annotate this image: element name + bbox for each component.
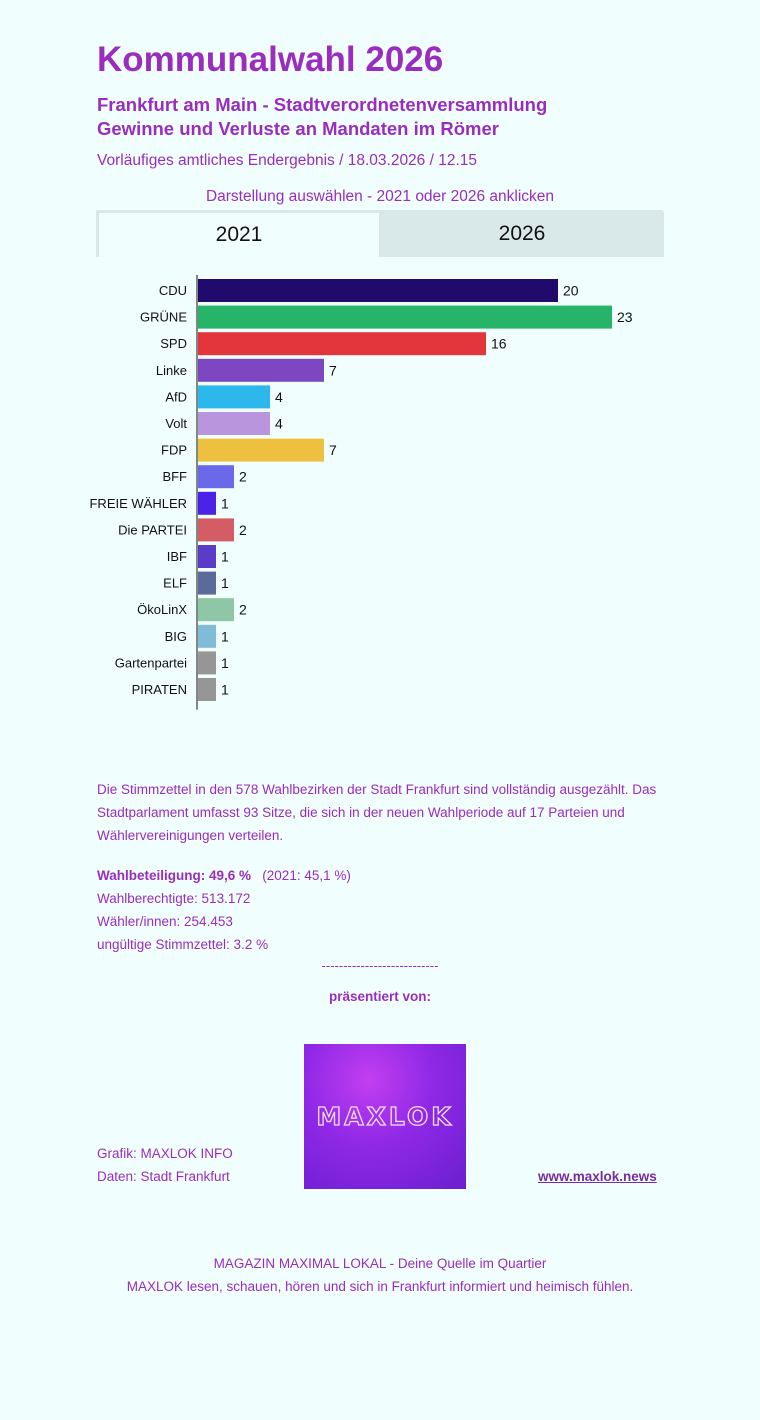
value-label: 7	[329, 362, 337, 379]
turnout-value: Wahlbeteiligung: 49,6 %	[97, 868, 252, 883]
invalid-ballots: ungültige Stimmzettel: 3.2 %	[97, 937, 269, 952]
category-label: ELF	[163, 575, 187, 591]
seat-bar-chart	[0, 265, 760, 715]
category-label: IBF	[166, 549, 187, 564]
value-label: 1	[221, 575, 229, 592]
bar-volt	[198, 412, 270, 435]
category-label: AfD	[165, 389, 187, 405]
value-label: 1	[221, 681, 229, 698]
category-label: SPD	[160, 336, 187, 352]
bar-fdp	[198, 439, 324, 462]
category-label: ÖkoLinX	[137, 602, 187, 618]
value-label: 1	[221, 654, 229, 671]
value-label: 4	[275, 415, 283, 432]
category-label: Volt	[165, 416, 187, 431]
bar-linke	[198, 359, 324, 382]
bar-ökolinx	[198, 598, 234, 621]
value-label: 2	[239, 468, 247, 485]
bar-cdu	[198, 279, 558, 302]
value-label: 1	[221, 495, 229, 512]
category-label: FDP	[161, 442, 187, 458]
value-label: 23	[617, 309, 633, 326]
divider-line: ---------------------------	[321, 958, 439, 973]
category-label: FREIE WÄHLER	[89, 495, 187, 511]
bar-grüne	[198, 306, 612, 329]
value-label: 20	[563, 282, 579, 299]
value-label: 2	[239, 521, 247, 538]
subtitle-line-2: Gewinne und Verluste an Mandaten im Römer	[97, 118, 499, 139]
bar-piraten	[198, 678, 216, 701]
value-label: 2	[239, 601, 247, 618]
category-label: BIG	[164, 628, 187, 644]
category-label: Die PARTEI	[118, 522, 187, 538]
bar-bff	[198, 465, 234, 488]
category-label: GRÜNE	[140, 309, 187, 325]
value-label: 16	[491, 335, 507, 352]
category-label: Gartenpartei	[114, 655, 187, 671]
result-status: Vorläufiges amtliches Endergebnis / 18.03.2026 / 12.15	[97, 152, 478, 169]
turnout-line	[97, 864, 677, 887]
turnout-previous: (2021: 45,1 %)	[262, 868, 351, 883]
category-label: CDU	[158, 283, 187, 298]
value-label: 1	[221, 548, 229, 565]
logo-text: MAXLOK	[316, 1102, 454, 1131]
category-label: Linke	[155, 362, 187, 378]
voters-count: Wähler/innen: 254.453	[97, 914, 233, 929]
footer-line-2: MAXLOK lesen, schauen, hören und sich in Frankfurt informiert und heimisch fühlen.	[126, 1279, 634, 1294]
subtitle-line-1: Frankfurt am Main - Stadtverordnetenversammlung	[97, 94, 548, 115]
presented-by: präsentiert von:	[328, 989, 432, 1004]
bar-big	[198, 625, 216, 648]
bar-elf	[198, 572, 216, 595]
bar-afd	[198, 385, 270, 408]
info-paragraph: Die Stimmzettel in den 578 Wahlbezirken der Stadt Frankfurt sind vollständig ausgezählt. Das Stadtparlament umfasst 93 Sitze, die sich in der neuen Wahlperiode auf 17 Parteien und Wählervereinigungen verteilen.	[97, 782, 657, 843]
maxlok-logo	[304, 1044, 466, 1189]
footer-line-1: MAGAZIN MAXIMAL LOKAL - Deine Quelle im Quartier	[213, 1256, 547, 1271]
value-label: 1	[221, 628, 229, 645]
year-tabbar	[96, 210, 664, 257]
credit-data: Daten: Stadt Frankfurt	[97, 1169, 230, 1184]
bar-ibf	[198, 545, 216, 568]
tab-2021[interactable]: 2021	[96, 210, 380, 257]
eligible-voters: Wahlberechtigte: 513.172	[97, 891, 251, 906]
tab-2026[interactable]: 2026	[498, 221, 546, 245]
bar-spd	[198, 332, 486, 355]
tab-hint: Darstellung auswählen - 2021 oder 2026 anklicken	[205, 188, 555, 205]
page-title: Kommunalwahl 2026	[97, 40, 444, 79]
value-label: 4	[275, 388, 283, 405]
category-label: BFF	[162, 469, 187, 485]
bar-freie-wähler	[198, 492, 216, 515]
credit-graphic: Grafik: MAXLOK INFO	[97, 1146, 233, 1161]
website-link[interactable]: www.maxlok.news	[538, 1169, 657, 1184]
bar-gartenpartei	[198, 651, 216, 674]
value-label: 7	[329, 442, 337, 459]
bar-die-partei	[198, 518, 234, 541]
category-label: PIRATEN	[131, 682, 187, 697]
